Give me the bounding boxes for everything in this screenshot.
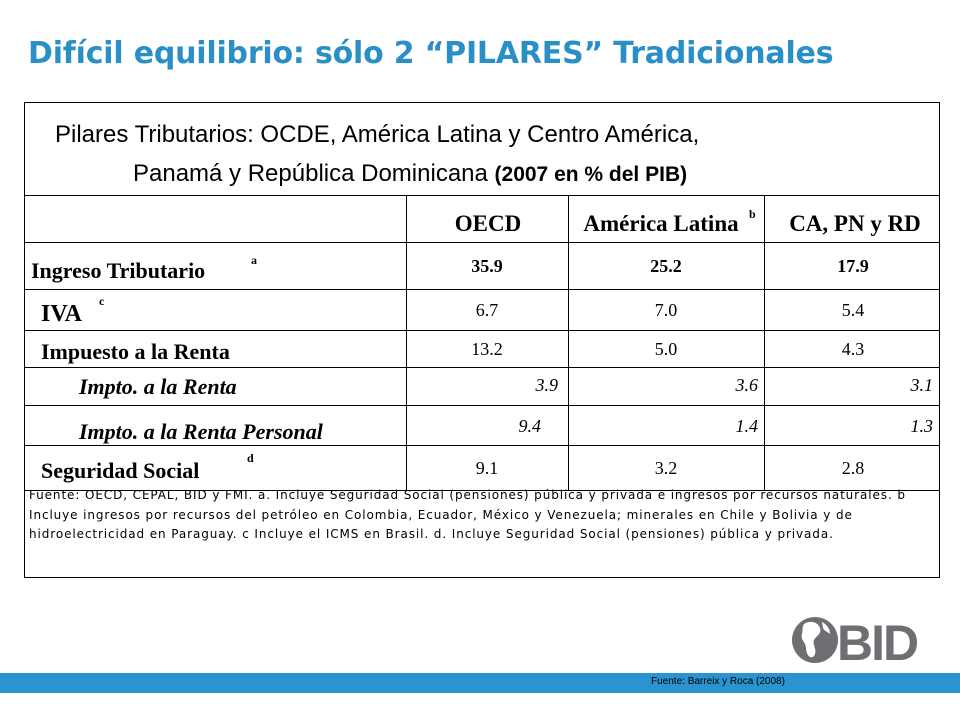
bid-logo-text: BID	[837, 615, 918, 668]
table-title-line2	[133, 160, 687, 188]
table-cell: 17.9	[837, 256, 869, 276]
table-cell: 4.3	[841, 339, 865, 359]
rule	[764, 195, 765, 490]
table-cell: 9.4	[518, 416, 541, 436]
table-cell: 3.2	[654, 458, 678, 478]
globe-icon	[790, 612, 930, 668]
rule	[25, 405, 939, 406]
rule	[25, 289, 939, 290]
rule	[25, 195, 939, 196]
column-header-ca-pn-rd: CA, PN y RD	[789, 211, 921, 236]
rule	[25, 367, 939, 368]
table-cell: 1.4	[735, 416, 758, 436]
row-label-ingreso-tributario: Ingreso Tributario	[31, 258, 206, 283]
table-cell: 1.3	[910, 416, 933, 436]
column-header-footnote-b: b	[749, 207, 756, 221]
pillars-table	[24, 102, 940, 578]
table-title-line1: Pilares Tributarios: OCDE, América Latina y Centro América,	[55, 121, 700, 148]
footer-source: Fuente: Barreix y Roca (2008)	[651, 676, 785, 687]
rule	[568, 195, 569, 490]
rule	[25, 330, 939, 331]
row-label-iva: IVA	[41, 301, 82, 327]
row-label-seguridad-social: Seguridad Social	[41, 458, 200, 483]
rule	[406, 195, 407, 490]
rule	[25, 445, 939, 446]
table-cell: 5.0	[654, 339, 678, 359]
rule	[25, 242, 939, 243]
table-cell: 5.4	[841, 300, 865, 320]
table-cell: 3.9	[535, 375, 558, 395]
row-footnote-c: c	[99, 294, 105, 308]
table-title-line2-main: Panamá y República Dominicana	[133, 160, 488, 187]
slide-title: Difícil equilibrio: sólo 2 “PILARES” Tradicionales	[28, 36, 834, 71]
column-header-oecd: OECD	[454, 211, 522, 236]
bid-logo	[790, 612, 930, 668]
table-cell: 35.9	[471, 256, 503, 276]
table-title-unit: (2007 en % del PIB)	[494, 163, 688, 186]
table-cell: 2.8	[841, 458, 865, 478]
table-cell: 7.0	[654, 300, 678, 320]
row-footnote-a: a	[251, 253, 257, 267]
table-cell: 25.2	[650, 256, 682, 276]
row-label-impuesto-renta: Impuesto a la Renta	[41, 339, 230, 364]
column-header-america-latina: América Latina	[583, 211, 739, 236]
row-label-impto-renta: Impto. a la Renta	[79, 374, 237, 399]
table-cell: 3.6	[735, 375, 758, 395]
row-label-impto-renta-personal: Impto. a la Renta Personal	[79, 419, 323, 444]
source-note: Fuente: OECD, CEPAL, BID y FMI. a. Incluye Seguridad Social (pensiones) pública y privada e ingresos por recursos naturales. b Incluye ingresos por recursos del petróleo en Colombia, Ecuador, México y Venezuela; minerales en Chile y Bolivia y de hidroelectricidad en Paraguay. c Incluye el ICMS en Brasil. d. Incluye Seguridad Social (pensiones) pública y privada.	[29, 488, 906, 541]
table-cell: 3.1	[910, 375, 933, 395]
row-footnote-d: d	[247, 451, 254, 465]
table-cell: 9.1	[475, 458, 499, 478]
footer-bar	[0, 673, 960, 693]
table-cell: 6.7	[475, 300, 499, 320]
table-cell: 13.2	[471, 339, 503, 359]
